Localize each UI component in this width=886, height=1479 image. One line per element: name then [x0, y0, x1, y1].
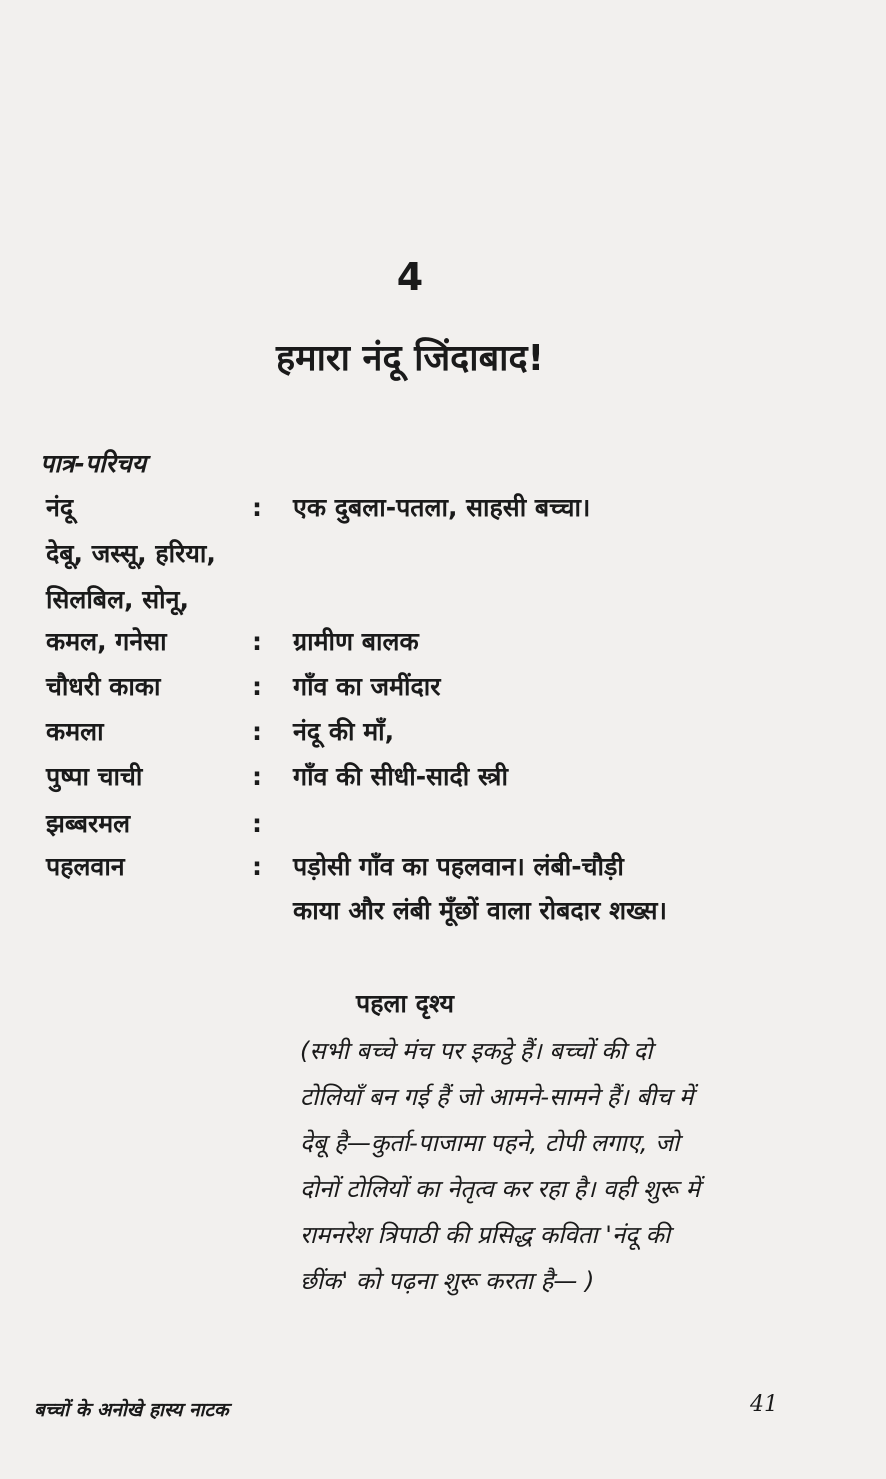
cast-entry: [46, 710, 826, 754]
cast-description: नंदू की माँ,: [293, 717, 395, 746]
stage-direction-line: रामनरेश त्रिपाठी की प्रसिद्ध कविता 'नंदू की: [300, 1221, 671, 1249]
cast-colon: :: [252, 852, 262, 881]
cast-colon: :: [252, 627, 262, 656]
cast-name: झब्बरमल: [46, 809, 131, 838]
cast-colon: :: [252, 717, 262, 746]
cast-description: पड़ोसी गाँव का पहलवान। लंबी-चौड़ी: [293, 852, 624, 881]
cast-name: नंदू: [46, 493, 74, 522]
cast-name: सिलबिल, सोनू,: [46, 585, 189, 614]
cast-entry: [46, 755, 826, 799]
chapter-number: 4: [396, 255, 424, 299]
cast-description: एक दुबला-पतला, साहसी बच्चा।: [293, 493, 591, 522]
cast-description-continued: काया और लंबी मूँछों वाला रोबदार शख्स।: [293, 896, 667, 925]
cast-description: गाँव की सीधी-सादी स्त्री: [293, 762, 508, 791]
cast-entry: [46, 620, 826, 664]
cast-name: चौधरी काका: [46, 672, 161, 701]
stage-direction: [300, 1028, 800, 1304]
chapter-title: हमारा नंदू जिंदाबाद!: [275, 338, 545, 379]
cast-heading: पात्र-परिचय: [40, 449, 147, 478]
stage-direction-line: देबू है—कुर्ता-पाजामा पहने, टोपी लगाए, जो: [300, 1129, 680, 1157]
cast-name: पहलवान: [46, 852, 125, 881]
stage-direction-line: छींक' को पढ़ना शुरू करता है— ): [300, 1267, 595, 1295]
cast-name: कमल, गनेसा: [46, 627, 167, 656]
cast-entry: [46, 665, 826, 709]
stage-direction-line: (सभी बच्चे मंच पर इकट्ठे हैं। बच्चों की दो: [300, 1037, 653, 1065]
cast-entry: [46, 802, 826, 846]
page-number: 41: [750, 1392, 778, 1417]
cast-colon: :: [252, 672, 262, 701]
cast-description: ग्रामीण बालक: [293, 627, 419, 656]
scene-heading: पहला दृश्य: [356, 989, 455, 1018]
stage-direction-line: दोनों टोलियों का नेतृत्व कर रहा है। वही शुरू में: [300, 1175, 700, 1203]
cast-colon: :: [252, 762, 262, 791]
cast-name: कमला: [46, 717, 104, 746]
cast-entry: [46, 845, 826, 925]
cast-description: गाँव का जमींदार: [293, 672, 441, 701]
cast-name: देबू, जस्सू, हरिया,: [46, 539, 216, 568]
cast-colon: :: [252, 809, 262, 838]
stage-direction-line: टोलियाँ बन गई हैं जो आमने-सामने हैं। बीच में: [300, 1083, 694, 1111]
running-footer-title: बच्चों के अनोखे हास्य नाटक: [34, 1399, 229, 1421]
cast-name: पुष्पा चाची: [46, 762, 143, 791]
cast-entry: [46, 532, 826, 576]
cast-colon: :: [252, 493, 262, 522]
cast-entry: [46, 486, 826, 530]
cast-entry: [46, 578, 826, 622]
